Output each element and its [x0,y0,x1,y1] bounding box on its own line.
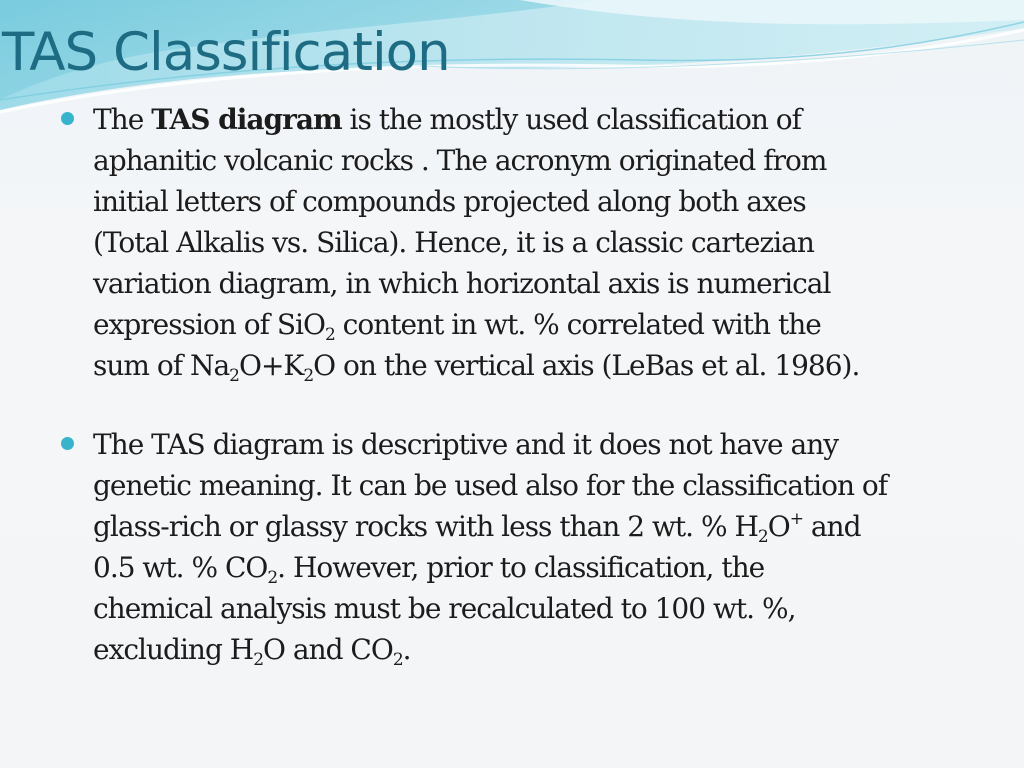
bullet-dot-icon [61,437,74,450]
bullet-item-1 [60,99,980,386]
bullet-item-2 [60,424,980,670]
text-line: The TAS diagram is the mostly used classification of [93,103,801,136]
subscript: 2 [253,650,264,670]
text-line: 0.5 wt. % $CO_2$. However, prior to classification, the [93,551,765,588]
text-line: genetic meaning. It can be used also for the classification of [93,469,888,502]
subscript: 2 [324,325,335,345]
superscript: + [789,509,803,529]
bullet-dot-icon [61,112,74,125]
slide-title: TAS Classification [2,22,450,83]
subscript: 2 [392,650,403,670]
bullet-list [60,99,980,670]
text-line: The TAS diagram is descriptive and it does not have any [93,428,839,461]
text-line: sum of $Na_2O+K_2O$ on the vertical axis (LeBas et al. 1986). [93,349,860,386]
text-line: variation diagram, in which horizontal axis is numerical [93,267,831,300]
text-line: expression of SiO$_2$ content in wt. % correlated with the [93,308,821,345]
subscript: 2 [303,366,314,386]
bold-term: TAS diagram [151,103,342,136]
bullet-text [93,99,980,386]
subscript: 2 [757,527,768,547]
bullet-text [93,424,980,670]
text-line: aphanitic volcanic rocks . The acronym originated from [93,144,827,177]
subscript: 2 [267,568,278,588]
text-line: excluding $H_2O$ and $CO_2$. [93,633,411,670]
text-line: chemical analysis must be recalculated to 100 wt. %, [93,592,796,625]
text-line: glass-rich or glassy rocks with less than 2 wt. % $H_2O^+$ and [93,509,861,547]
text-line: (Total Alkalis vs. Silica). Hence, it is a classic cartezian [93,226,814,259]
text-line: initial letters of compounds projected along both axes [93,185,806,218]
subscript: 2 [229,366,239,386]
